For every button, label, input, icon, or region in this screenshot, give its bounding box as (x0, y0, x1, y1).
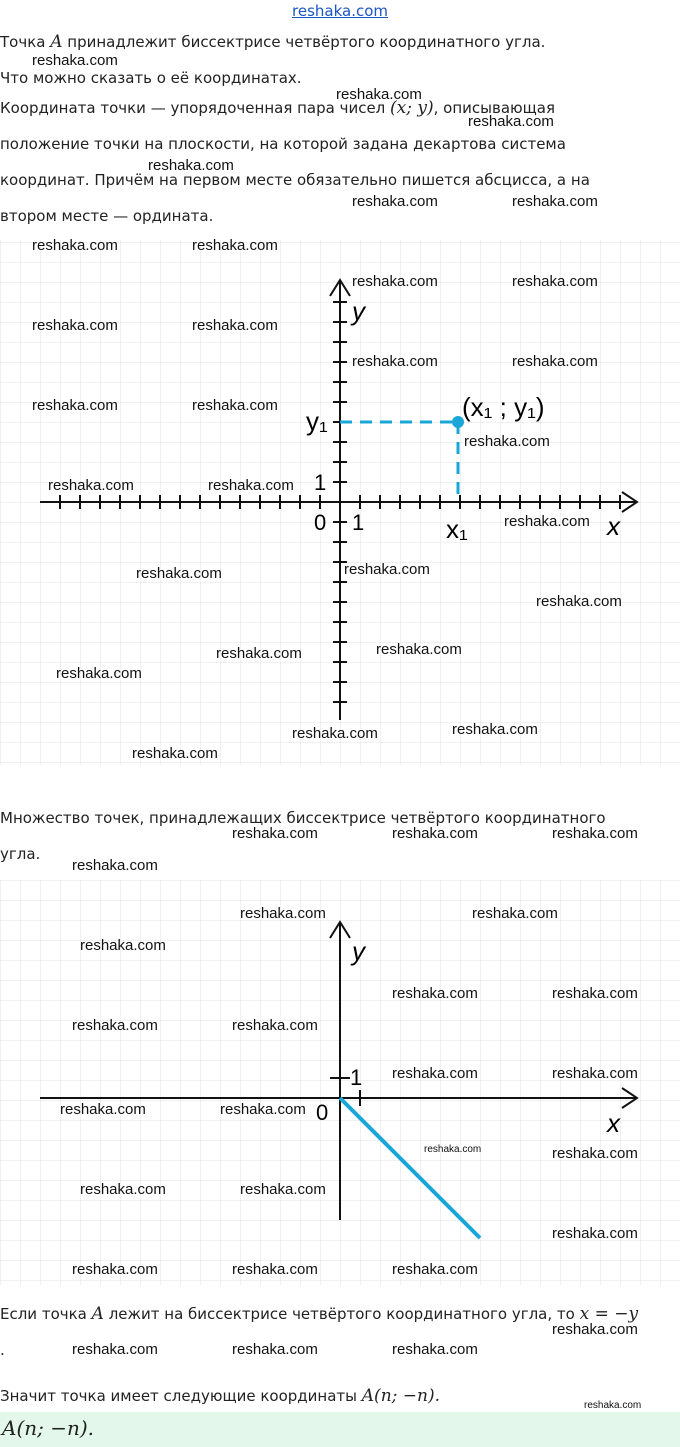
watermark-text: reshaka.com (552, 825, 638, 842)
y-unit-label: 1 (314, 470, 327, 495)
watermark-text: reshaka.com (216, 645, 302, 662)
unit-label-2: 1 (350, 1065, 363, 1090)
watermark-text: reshaka.com (536, 593, 622, 610)
x-axis-label: x (607, 511, 620, 541)
watermark-text: reshaka.com (452, 721, 538, 738)
point-label: (x₁ ; y₁) (462, 392, 545, 422)
watermark-text: reshaka.com (512, 273, 598, 290)
watermark-text: reshaka.com (192, 317, 278, 334)
condition-line-2: . (0, 1341, 5, 1359)
watermark-text: reshaka.com (48, 477, 134, 494)
watermark-text: reshaka.com (32, 237, 118, 254)
watermark-text: reshaka.com (72, 857, 158, 874)
y-axis-label: y (352, 296, 365, 326)
origin-label: 0 (314, 510, 327, 535)
watermark-text: reshaka.com (72, 1341, 158, 1358)
watermark-text: reshaka.com (552, 985, 638, 1002)
watermark-text: reshaka.com (392, 825, 478, 842)
watermark-text: reshaka.com (392, 985, 478, 1002)
definition-line-4: втором месте — ордината. (0, 207, 214, 225)
site-link[interactable]: reshaka.com (292, 2, 388, 20)
watermark-text: reshaka.com (552, 1065, 638, 1082)
watermark-text: reshaka.com (232, 1017, 318, 1034)
condition-line-1: Если точка A лежит на биссектрисе четвёртого координатного угла, то x = −y (0, 1304, 639, 1324)
watermark-text: reshaka.com (148, 157, 234, 174)
equation-x-eq-minus-y: x = −y (579, 1304, 639, 1324)
watermark-text: reshaka.com (552, 1321, 638, 1338)
watermark-text: reshaka.com (352, 193, 438, 210)
origin-label-2: 0 (316, 1100, 329, 1125)
watermark-text: reshaka.com (192, 397, 278, 414)
watermark-text: reshaka.com (240, 1181, 326, 1198)
watermark-text: reshaka.com (552, 1145, 638, 1162)
watermark-text: reshaka.com (504, 513, 590, 530)
definition-line-1: Координата точки — упорядоченная пара чисел (x; y), описывающая (0, 98, 555, 118)
watermark-text: reshaka.com (468, 113, 554, 130)
answer-box (0, 1412, 680, 1447)
watermark-text: reshaka.com (344, 561, 430, 578)
watermark-text: reshaka.com (240, 905, 326, 922)
watermark-text: reshaka.com (232, 1341, 318, 1358)
watermark-text: reshaka.com (56, 665, 142, 682)
x-unit-label: 1 (352, 510, 365, 535)
watermark-text: reshaka.com (32, 397, 118, 414)
watermark-text: reshaka.com (220, 1101, 306, 1118)
set-line-2: угла. (0, 845, 41, 863)
watermark-text: reshaka.com (584, 1400, 642, 1411)
watermark-text: reshaka.com (208, 477, 294, 494)
answer-text: A(n; −n). (2, 1416, 95, 1440)
intro-line-1: Точка A принадлежит биссектрисе четвёртого координатного угла. (0, 32, 546, 52)
watermark-text: reshaka.com (32, 52, 118, 69)
definition-line-3: координат. Причём на первом месте обязательно пишется абсцисса, а на (0, 171, 590, 189)
conclusion-line: Значит точка имеет следующие координаты A(n; −n). (0, 1386, 440, 1406)
watermark-text: reshaka.com (472, 905, 558, 922)
watermark-text: reshaka.com (132, 745, 218, 762)
x1-label: x₁ (446, 514, 468, 544)
watermark-text: reshaka.com (72, 1261, 158, 1278)
watermark-text: reshaka.com (424, 1144, 482, 1155)
watermark-text: reshaka.com (60, 1101, 146, 1118)
watermark-text: reshaka.com (136, 565, 222, 582)
watermark-text: reshaka.com (376, 641, 462, 658)
watermark-text: reshaka.com (80, 1181, 166, 1198)
y1-label: y₁ (306, 406, 328, 436)
watermark-text: reshaka.com (80, 937, 166, 954)
watermark-text: reshaka.com (192, 237, 278, 254)
watermark-text: reshaka.com (292, 725, 378, 742)
watermark-text: reshaka.com (392, 1065, 478, 1082)
coordinate-result: A(n; −n). (361, 1386, 440, 1406)
watermark-text: reshaka.com (336, 86, 422, 103)
watermark-text: reshaka.com (512, 353, 598, 370)
pair-xy: (x; y) (390, 98, 434, 118)
intro-line-2: Что можно сказать о её координатах. (0, 69, 302, 87)
watermark-text: reshaka.com (232, 1261, 318, 1278)
x-axis-label-2: x (607, 1108, 620, 1138)
watermark-text: reshaka.com (352, 353, 438, 370)
watermark-text: reshaka.com (392, 1341, 478, 1358)
watermark-text: reshaka.com (552, 1225, 638, 1242)
set-line-1: Множество точек, принадлежащих биссектрисе четвёртого координатного (0, 809, 606, 827)
definition-line-2: положение точки на плоскости, на которой задана декартова система (0, 135, 566, 153)
watermark-text: reshaka.com (72, 1017, 158, 1034)
watermark-text: reshaka.com (464, 433, 550, 450)
y-axis-label-2: y (352, 936, 365, 966)
watermark-text: reshaka.com (232, 825, 318, 842)
watermark-text: reshaka.com (392, 1261, 478, 1278)
watermark-text: reshaka.com (512, 193, 598, 210)
var-a: A (50, 32, 63, 52)
watermark-text: reshaka.com (352, 273, 438, 290)
watermark-text: reshaka.com (32, 317, 118, 334)
